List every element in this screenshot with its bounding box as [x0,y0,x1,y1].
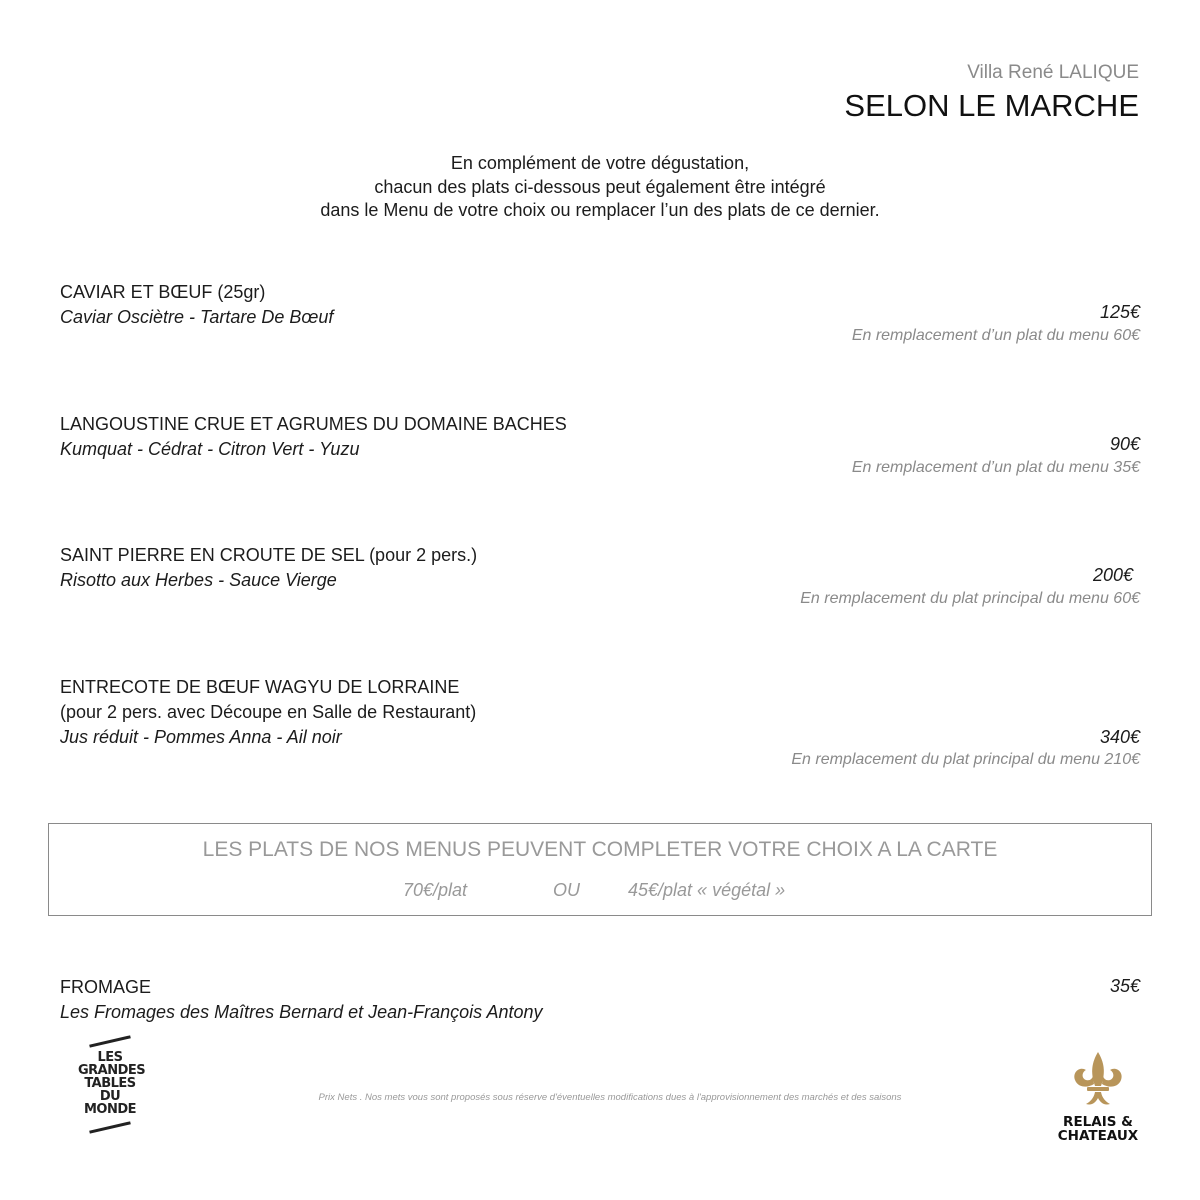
dish-replacement-price: En remplacement d’un plat du menu 60€ [851,327,1140,344]
dish-replacement-price: En remplacement du plat principal du menu 60€ [800,590,1140,607]
dish-description: Risotto aux Herbes - Sauce Vierge [60,570,337,590]
intro-line: dans le Menu de votre choix ou remplacer l’un des plats de ce dernier. [320,200,880,220]
dish-name: FROMAGE [60,977,152,997]
intro-line: En complément de votre dégustation, [450,153,750,173]
logo-bar [89,1121,131,1133]
dish-description: Kumquat - Cédrat - Citron Vert - Yuzu [60,439,360,459]
logo-text: LES [97,1050,123,1065]
logo-text: DU [99,1089,121,1104]
dish-replacement-price: En remplacement d’un plat du menu 35€ [851,459,1140,476]
box-title: LES PLATS DE NOS MENUS PEUVENT COMPLETER VOTRE CHOIX A LA CARTE [202,838,998,861]
option-or: OU [553,880,580,900]
option-price-plat: 70€/plat [403,880,468,900]
dish-name: SAINT PIERRE EN CROUTE DE SEL (pour 2 pers.) [60,545,478,565]
dish-description: Les Fromages des Maîtres Bernard et Jean-François Antony [60,1002,543,1022]
dish-name: LANGOUSTINE CRUE ET AGRUMES DU DOMAINE BACHES [60,414,567,434]
logo-bar [89,1035,131,1047]
dish-price: 90€ [1109,434,1140,454]
footer-note: Prix Nets . Nos mets vous sont proposés sous réserve d'éventuelles modifications dues à l'approvisionnement des marchés et des saisons [318,1092,902,1103]
logo-text: RELAIS & [1063,1114,1133,1130]
page-title: SELON LE MARCHE [844,88,1139,123]
dish-description: Jus réduit - Pommes Anna - Ail noir [60,727,342,747]
dish-replacement-price: En remplacement du plat principal du menu 210€ [791,751,1140,768]
dish-langoustine [60,412,1140,476]
option-price-vegetal: 45€/plat « végétal » [628,880,786,900]
les-grandes-tables-du-monde-logo [78,1040,146,1129]
dish-caviar [60,280,1140,344]
dish-name: CAVIAR ET BŒUF (25gr) [60,282,266,302]
venue-name: Villa René LALIQUE [967,62,1139,83]
fleur-de-lis-icon [1068,1050,1128,1110]
logo-text: CHATEAUX [1057,1128,1139,1144]
intro-line: chacun des plats ci-dessous peut également être intégré [374,176,826,197]
logo-text: GRANDES [78,1063,146,1078]
dish-fromage [60,975,1140,1024]
dish-saint-pierre [60,543,1140,607]
dish-price: 200€ [1092,565,1133,585]
dish-name-detail: (pour 2 pers. avec Découpe en Salle de Restaurant) [60,702,477,722]
dish-price: 35€ [1109,976,1140,996]
a-la-carte-box [48,823,1152,916]
relais-chateaux-logo [1050,1050,1146,1143]
dish-price: 340€ [1099,727,1140,747]
dish-description: Caviar Osciètre - Tartare De Bœuf [60,307,334,327]
dish-name: ENTRECOTE DE BŒUF WAGYU DE LORRAINE [60,677,460,697]
intro-text [0,152,1200,223]
dish-price: 125€ [1099,302,1140,322]
logo-text: MONDE [83,1102,137,1117]
dish-wagyu [60,675,1140,768]
logo-text: TABLES [84,1076,136,1091]
